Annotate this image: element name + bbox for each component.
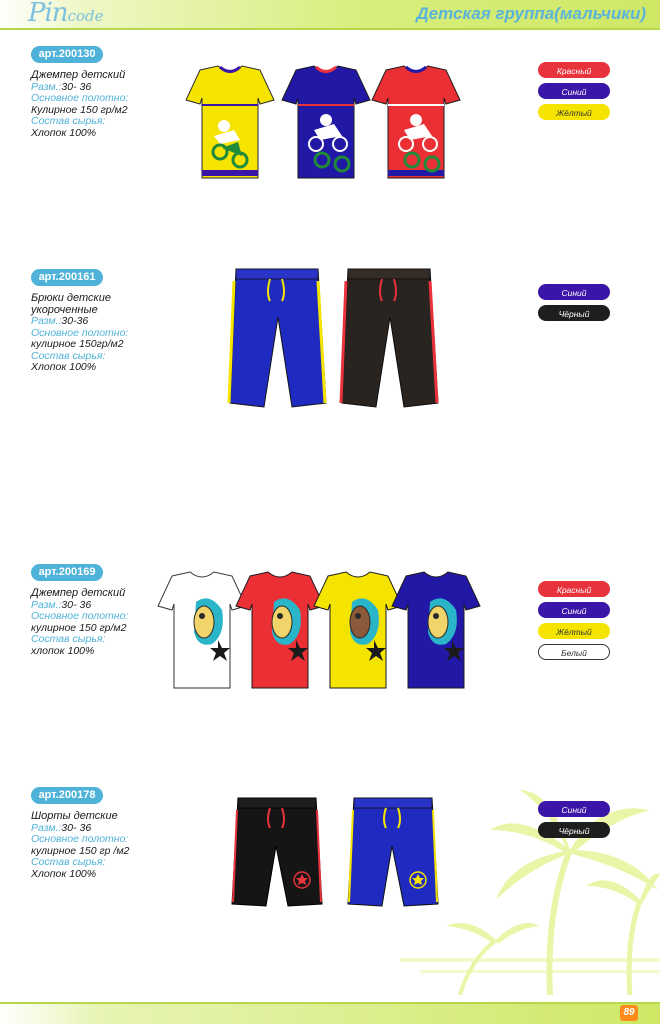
color-options — [538, 801, 610, 843]
fabric-label: Основное полотно: — [31, 610, 129, 622]
color-pill: Синий — [538, 602, 610, 618]
tshirt-red — [236, 572, 324, 688]
article-badge: арт.200178 — [31, 787, 103, 804]
color-pill: Синий — [538, 801, 610, 817]
color-pill: Жёлтый — [538, 104, 610, 120]
tshirts-horse-illustration — [152, 570, 500, 692]
size-label: Разм.: — [31, 821, 62, 834]
tshirt-yellow — [186, 66, 274, 178]
tshirt-blue — [282, 66, 370, 178]
tshirt-red — [372, 66, 460, 178]
pants-blue — [229, 269, 326, 407]
tshirts-moto-illustration — [180, 64, 472, 184]
color-options — [538, 581, 610, 665]
product-name: Джемпер детский — [31, 69, 126, 81]
size-label: Разм.: — [31, 80, 62, 93]
fabric-label: Основное полотно: — [31, 92, 129, 104]
composition-value: Хлопок 100% — [31, 126, 97, 139]
fabric-value: Кулирное 150 гр/м2 — [31, 103, 128, 116]
color-pill: Чёрный — [538, 822, 610, 838]
size-value: 30- 36 — [61, 821, 92, 834]
composition-label: Состав сырья: — [31, 856, 106, 868]
pants-illustration — [226, 267, 442, 413]
brand-logo — [28, 0, 103, 28]
color-pill: Красный — [538, 62, 610, 78]
fabric-value: кулирное 150 гр /м2 — [31, 844, 130, 857]
color-options — [538, 62, 610, 125]
color-pill: Красный — [538, 581, 610, 597]
pants-black — [341, 269, 438, 407]
size-value: 30- 36 — [61, 80, 92, 93]
size-label: Разм.: — [31, 315, 62, 327]
product-description — [31, 293, 181, 374]
shorts-illustration — [228, 796, 450, 912]
article-badge: арт.200130 — [31, 46, 103, 63]
brand-name: Pin — [28, 0, 68, 28]
composition-value: Хлопок 100% — [31, 361, 97, 373]
header-divider — [0, 28, 660, 30]
size-value: 30-36 — [61, 315, 89, 327]
fabric-label: Основное полотно: — [31, 326, 129, 339]
color-options — [538, 284, 610, 326]
size-label: Разм.: — [31, 598, 62, 611]
product-images — [228, 796, 450, 912]
product-images — [152, 570, 500, 692]
fabric-value: кулирное 150 гр/м2 — [31, 621, 127, 634]
shorts-blue — [348, 798, 438, 906]
color-pill: Чёрный — [538, 305, 610, 321]
fabric-label: Основное полотно: — [31, 833, 129, 845]
product-name: Шорты детские — [31, 810, 118, 822]
product-name: Джемпер детский — [31, 587, 126, 599]
product-images — [226, 267, 442, 413]
composition-value: Хлопок 100% — [31, 867, 97, 880]
composition-label: Состав сырья: — [31, 633, 106, 645]
tshirt-white — [158, 572, 246, 688]
shorts-black — [232, 798, 322, 906]
page-number: 89 — [620, 1005, 638, 1021]
color-pill: Синий — [538, 83, 610, 99]
size-value: 30- 36 — [61, 598, 92, 611]
brand-suffix: code — [67, 7, 104, 25]
fabric-value: кулирное 150гр/м2 — [31, 338, 124, 350]
product-description — [31, 811, 181, 880]
article-badge: арт.200161 — [31, 269, 103, 286]
section-title: Детская группа(мальчики) — [416, 4, 646, 23]
color-pill: Жёлтый — [538, 623, 610, 639]
tshirt-blue — [392, 572, 480, 688]
composition-label: Состав сырья: — [31, 349, 106, 362]
composition-label: Состав сырья: — [31, 115, 106, 127]
composition-value: хлопок 100% — [31, 644, 95, 657]
article-badge: арт.200169 — [31, 564, 103, 581]
footer-bar — [0, 1002, 660, 1024]
product-description — [31, 70, 181, 139]
color-pill: Синий — [538, 284, 610, 300]
product-name: Брюки детские укороченные — [31, 292, 111, 316]
color-pill: Белый — [538, 644, 610, 660]
product-images — [180, 64, 472, 184]
tshirt-yellow — [314, 572, 402, 688]
